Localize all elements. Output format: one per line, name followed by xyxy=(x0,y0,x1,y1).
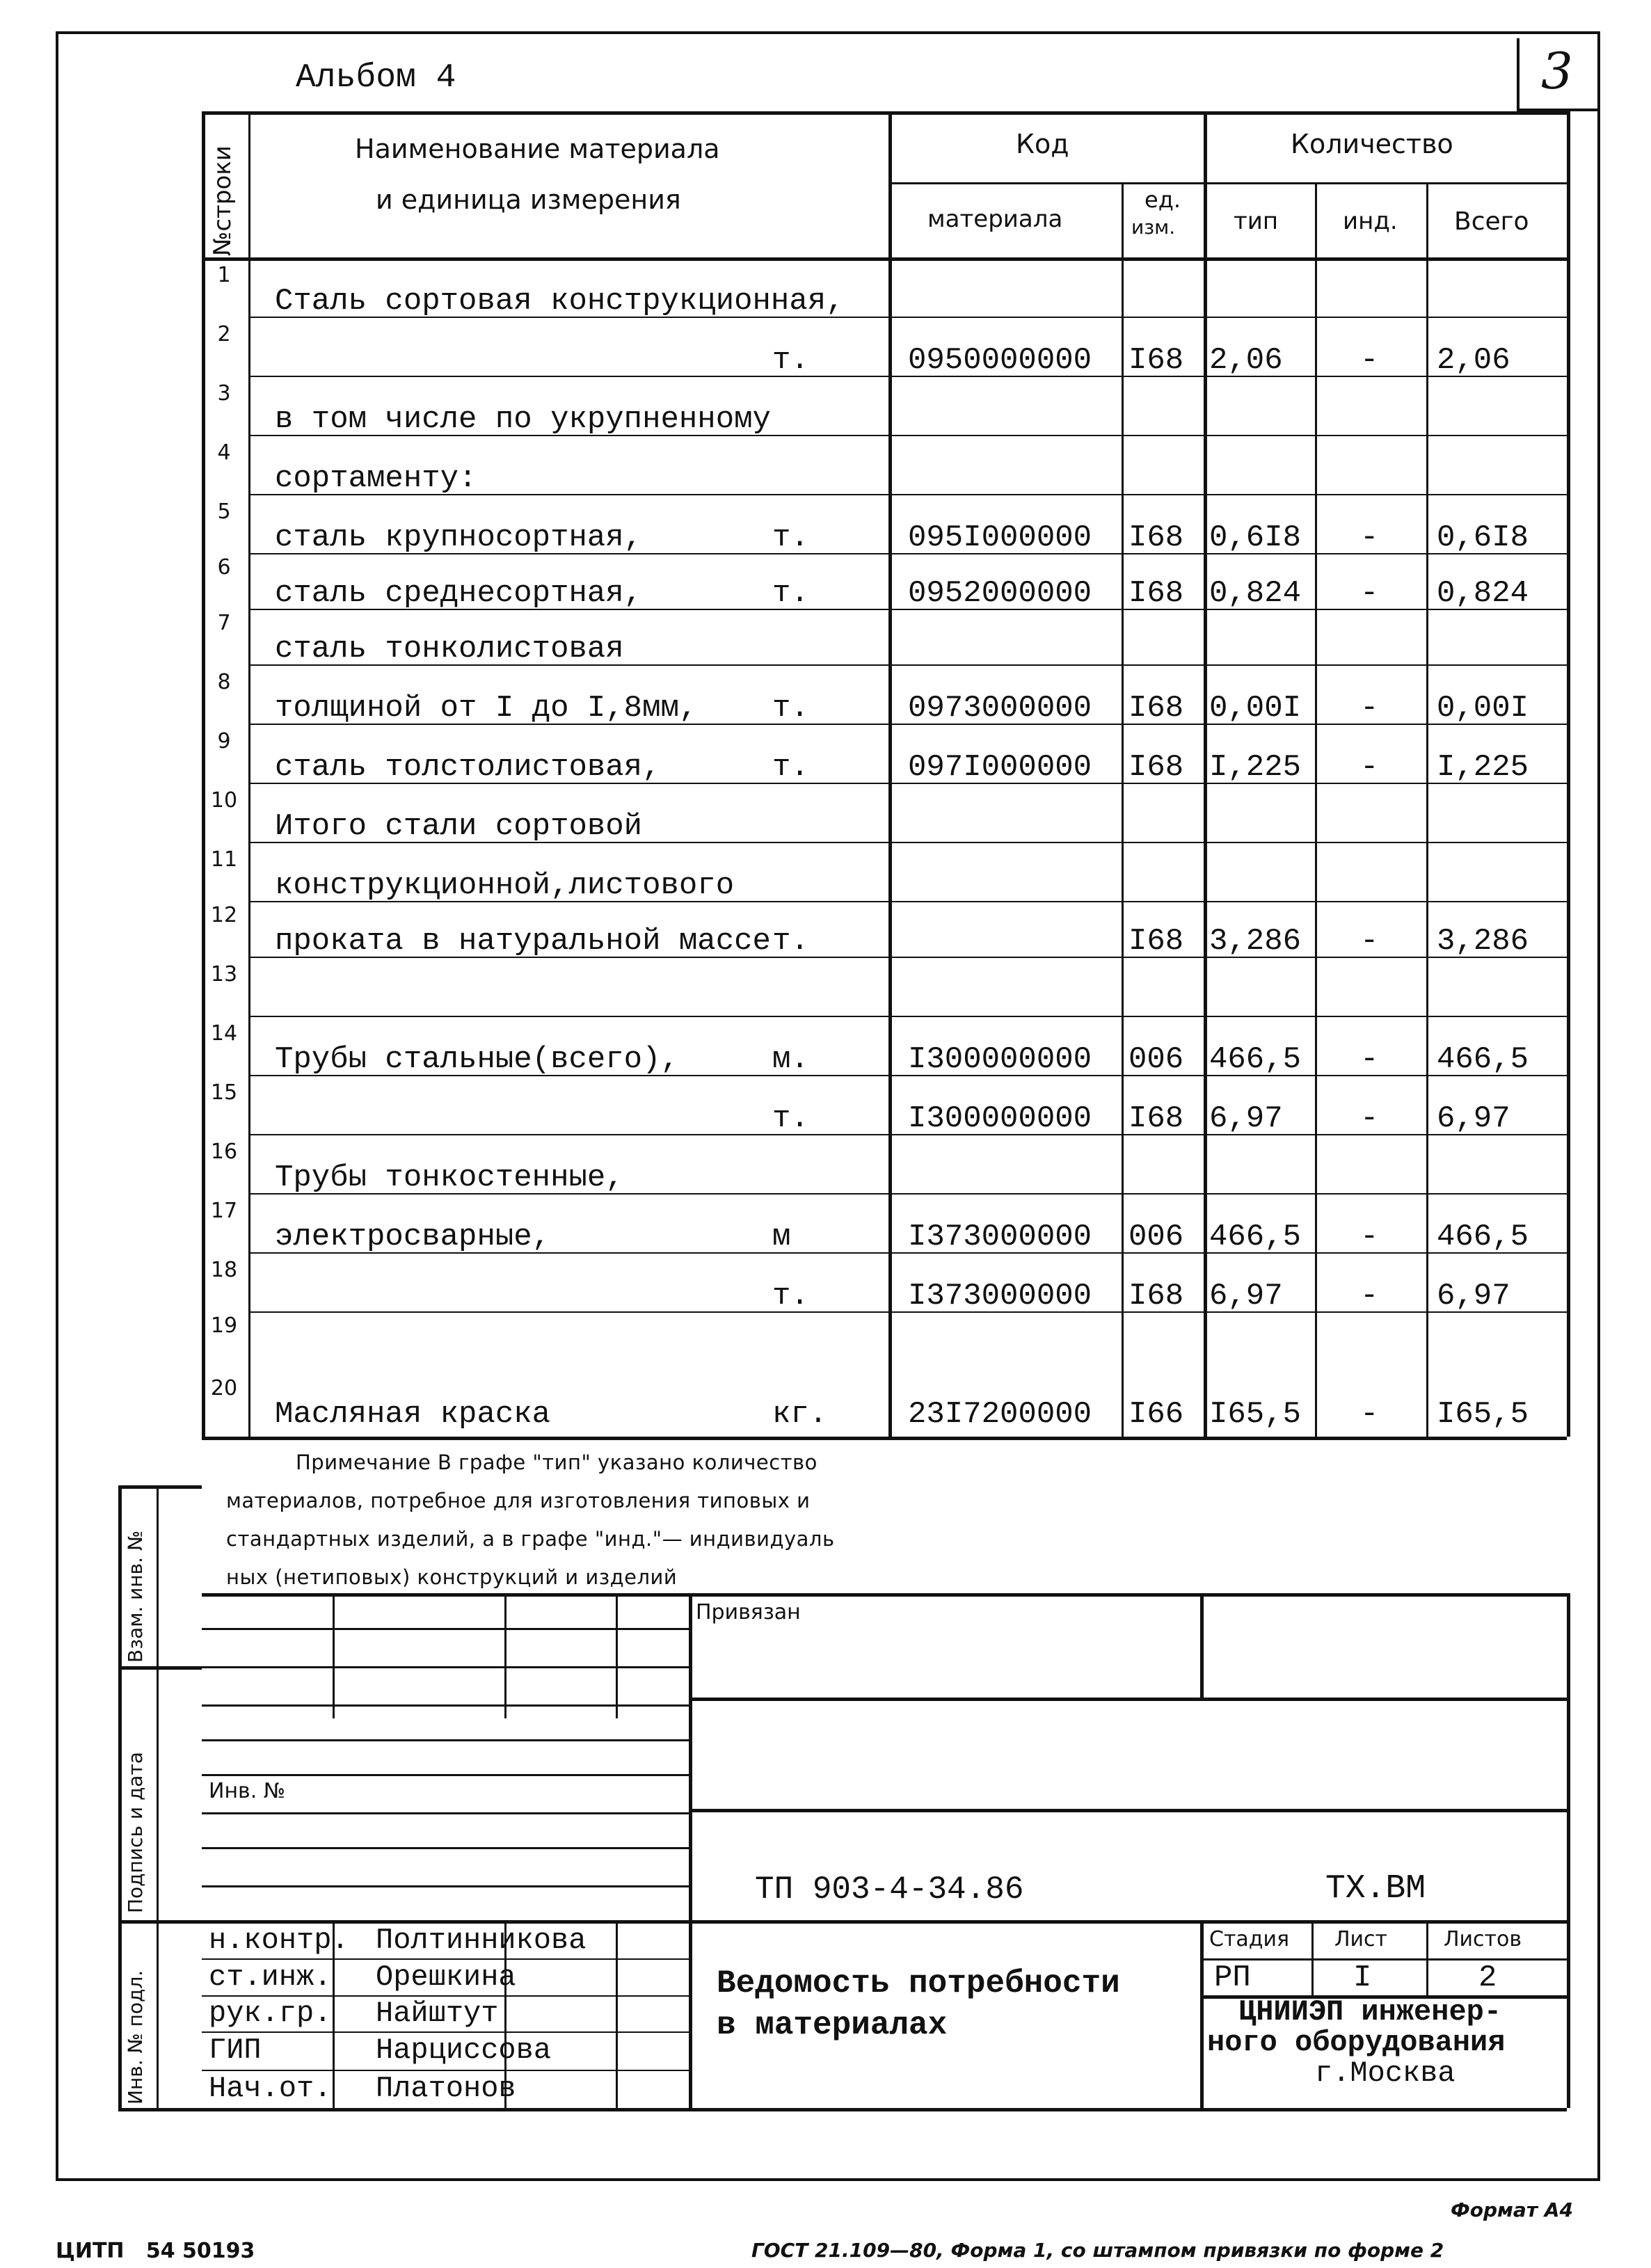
row-underline xyxy=(248,1075,1567,1076)
signer-role: Нач.от. xyxy=(209,2072,332,2105)
row-underline xyxy=(248,1016,1567,1017)
unit-name: т. xyxy=(772,576,809,611)
sheet-label: Лист xyxy=(1334,1927,1388,1951)
unit-name: м xyxy=(772,1220,791,1254)
quantity-total: 6,97 xyxy=(1437,1279,1510,1313)
quantity-ind: - xyxy=(1360,576,1379,611)
unit-name: м. xyxy=(772,1042,809,1077)
privyazan-label: Привязан xyxy=(696,1600,801,1624)
unit-name: т. xyxy=(772,520,809,555)
doc-mark: ТХ.ВМ xyxy=(1325,1870,1426,1908)
unit-name: т. xyxy=(772,343,809,378)
quantity-ind: - xyxy=(1360,691,1379,726)
quantity-type: I65,5 xyxy=(1209,1397,1302,1432)
material-name: сортаменту: xyxy=(275,461,477,496)
row-underline xyxy=(248,1252,1567,1254)
row-underline xyxy=(248,553,1567,554)
row-number: 7 xyxy=(217,611,231,635)
row-underline xyxy=(248,1311,1567,1313)
material-code: I300000000 xyxy=(908,1042,1092,1077)
podpis-data-label: Подпись и дата xyxy=(124,1752,147,1913)
material-code: I373000000 xyxy=(908,1220,1092,1254)
doc-title-line1: Ведомость потребности xyxy=(717,1965,1120,2002)
material-name: сталь крупносортная, xyxy=(275,520,643,555)
quantity-type: 6,97 xyxy=(1209,1279,1283,1313)
unit-code: 006 xyxy=(1128,1042,1184,1077)
row-number: 15 xyxy=(210,1080,238,1105)
row-underline xyxy=(248,783,1567,784)
doc-code: ТП 903-4-34.86 xyxy=(755,1871,1024,1908)
row-number: 17 xyxy=(210,1199,238,1223)
name-header-line1: Наименование материала xyxy=(355,134,720,164)
quantity-ind: - xyxy=(1360,1101,1379,1136)
row-underline xyxy=(248,1134,1567,1135)
note-line-1: Примечание В графе "тип" указано количество xyxy=(296,1451,817,1474)
unit-code: I68 xyxy=(1128,576,1184,611)
quantity-type: 466,5 xyxy=(1209,1220,1302,1254)
sheets-value: 2 xyxy=(1478,1960,1497,1995)
quantity-total-header: Всего xyxy=(1454,207,1529,236)
quantity-type: 0,824 xyxy=(1209,576,1302,611)
row-number: 3 xyxy=(217,381,231,406)
unit-code: I68 xyxy=(1128,520,1184,555)
signer-name: Нарциссова xyxy=(376,2034,552,2067)
unit-name: т. xyxy=(772,1279,809,1313)
row-underline xyxy=(248,664,1567,666)
stage-label: Стадия xyxy=(1209,1927,1290,1951)
quantity-ind: - xyxy=(1360,1397,1379,1432)
footer-left: ЦИТП 54 50193 xyxy=(56,2239,255,2263)
material-code: 0950000000 xyxy=(908,343,1092,378)
unit-name: кг. xyxy=(772,1397,828,1432)
material-code: I300000000 xyxy=(908,1101,1092,1136)
org-line-2: ного оборудования xyxy=(1207,2026,1506,2059)
row-number: 2 xyxy=(217,322,231,346)
unit-code: I68 xyxy=(1128,343,1184,378)
quantity-ind: - xyxy=(1360,924,1379,959)
row-underline xyxy=(248,724,1567,725)
quantity-total: 0,6I8 xyxy=(1437,520,1529,555)
unit-name: т. xyxy=(772,1101,809,1136)
material-name: электросварные, xyxy=(275,1220,551,1254)
row-number: 14 xyxy=(210,1021,238,1046)
inv-no-label: Инв. № xyxy=(209,1779,286,1803)
quantity-total: 0,00I xyxy=(1437,691,1529,726)
quantity-type: 0,00I xyxy=(1209,691,1302,726)
org-line-1: ЦНИИЭП инженер- xyxy=(1238,1995,1502,2029)
material-name: Сталь сортовая конструкционная, xyxy=(275,284,845,319)
row-number: 9 xyxy=(217,729,231,753)
row-underline xyxy=(248,901,1567,902)
note-line-2: материалов, потребное для изготовления типовых и xyxy=(226,1489,811,1512)
quantity-ind: - xyxy=(1360,1220,1379,1254)
quantity-type: 0,6I8 xyxy=(1209,520,1302,555)
quantity-total: I,225 xyxy=(1437,750,1529,785)
signer-name: Орешкина xyxy=(376,1960,516,1994)
material-name: сталь тонколистовая xyxy=(275,632,624,666)
sheets-label: Листов xyxy=(1444,1927,1522,1951)
sheet-value: I xyxy=(1353,1960,1372,1995)
quantity-total: 466,5 xyxy=(1437,1220,1529,1254)
code-header: Код xyxy=(1016,129,1069,159)
vzam-inv-label: Взам. инв. № xyxy=(124,1530,147,1663)
unit-code: I68 xyxy=(1128,750,1184,785)
material-name: сталь толстолистовая, xyxy=(275,750,661,785)
material-name: Трубы стальные(всего), xyxy=(275,1042,679,1077)
material-name: Итого стали сортовой xyxy=(275,809,643,844)
quantity-ind: - xyxy=(1360,520,1379,555)
row-underline xyxy=(248,317,1567,318)
quantity-ind: - xyxy=(1360,750,1379,785)
unit-code: 006 xyxy=(1128,1220,1184,1254)
signer-name: Платонов xyxy=(376,2072,516,2105)
quantity-total: 3,286 xyxy=(1437,924,1529,959)
format-label: Формат А4 xyxy=(1451,2198,1573,2221)
unit-code: I66 xyxy=(1128,1397,1184,1432)
code-unit-header-1: ед. xyxy=(1144,186,1181,213)
row-number: 19 xyxy=(210,1313,238,1338)
code-unit-header-2: изм. xyxy=(1131,216,1176,239)
quantity-type: 466,5 xyxy=(1209,1042,1302,1077)
row-number: 4 xyxy=(217,440,231,465)
quantity-ind: - xyxy=(1360,1042,1379,1077)
quantity-ind-header: инд. xyxy=(1343,207,1398,235)
material-name: толщиной от I до I,8мм, xyxy=(275,691,698,726)
quantity-ind: - xyxy=(1360,343,1379,378)
row-number: 12 xyxy=(210,903,238,927)
quantity-type: 2,06 xyxy=(1209,343,1283,378)
row-number: 18 xyxy=(210,1258,238,1282)
signer-name: Найштут xyxy=(376,1997,499,2030)
row-underline xyxy=(248,435,1567,436)
quantity-type: 6,97 xyxy=(1209,1101,1283,1136)
quantity-total: I65,5 xyxy=(1437,1397,1529,1432)
material-code: 097I000000 xyxy=(908,750,1092,785)
inv-podl-label: Инв. № подл. xyxy=(124,1970,147,2105)
unit-code: I68 xyxy=(1128,924,1184,959)
note-line-4: ных (нетиповых) конструкций и изделий xyxy=(226,1565,678,1589)
album-title: Альбом 4 xyxy=(296,59,456,97)
material-code: 23I7200000 xyxy=(908,1397,1092,1432)
signer-role: ст.инж. xyxy=(209,1960,332,1994)
unit-code: I68 xyxy=(1128,691,1184,726)
signer-role: н.контр. xyxy=(209,1924,349,1957)
row-number: 11 xyxy=(210,847,238,872)
row-underline xyxy=(248,376,1567,377)
unit-name: т. xyxy=(772,924,809,959)
material-name: сталь среднесортная, xyxy=(275,576,643,611)
row-underline xyxy=(248,609,1567,610)
unit-name: т. xyxy=(772,750,809,785)
row-underline xyxy=(248,1193,1567,1195)
quantity-total: 0,824 xyxy=(1437,576,1529,611)
unit-code: I68 xyxy=(1128,1101,1184,1136)
quantity-header: Количество xyxy=(1291,129,1453,159)
material-code: I373000000 xyxy=(908,1279,1092,1313)
unit-name: т. xyxy=(772,691,809,726)
material-code: 0952000000 xyxy=(908,576,1092,611)
note-line-3: стандартных изделий, а в графе "инд."— индивидуаль xyxy=(226,1527,835,1551)
quantity-total: 2,06 xyxy=(1437,343,1510,378)
code-material-header: материала xyxy=(927,205,1063,233)
signer-role: ГИП xyxy=(209,2034,262,2067)
row-number: 10 xyxy=(210,788,238,813)
row-number: 13 xyxy=(210,962,238,987)
sheet-number: 3 xyxy=(1541,42,1573,100)
material-name: конструкционной,листового xyxy=(275,868,735,903)
material-code: 095I000000 xyxy=(908,520,1092,555)
row-number: 16 xyxy=(210,1140,238,1164)
material-code: 0973000000 xyxy=(908,691,1092,726)
material-name: Трубы тонкостенные, xyxy=(275,1160,624,1195)
material-name: в том числе по укрупненному xyxy=(275,402,771,437)
row-underline xyxy=(248,842,1567,843)
quantity-ind: - xyxy=(1360,1279,1379,1313)
row-number: 1 xyxy=(217,263,231,287)
stage-value: РП xyxy=(1214,1960,1251,1995)
doc-title-line2: в материалах xyxy=(717,2007,948,2043)
footer-gost: ГОСТ 21.109—80, Форма 1, со штампом привязки по форме 2 xyxy=(751,2239,1444,2262)
row-number: 5 xyxy=(217,500,231,524)
material-name: проката в натуральной массе xyxy=(275,924,771,959)
material-name: Масляная краска xyxy=(275,1397,551,1432)
quantity-type: 3,286 xyxy=(1209,924,1302,959)
org-line-3: г.Москва xyxy=(1315,2057,1455,2090)
row-underline xyxy=(248,957,1567,958)
row-number: 20 xyxy=(210,1376,238,1400)
signer-role: рук.гр. xyxy=(209,1997,332,2030)
name-header-line2: и единица измерения xyxy=(376,184,681,215)
signer-name: Полтинникова xyxy=(376,1924,587,1957)
row-number: 6 xyxy=(217,555,231,580)
row-number: 8 xyxy=(217,670,231,694)
quantity-total: 6,97 xyxy=(1437,1101,1510,1136)
row-underline xyxy=(248,494,1567,495)
quantity-type-header: тип xyxy=(1234,207,1279,235)
row-number-header: №строки xyxy=(209,145,237,256)
unit-code: I68 xyxy=(1128,1279,1184,1313)
quantity-type: I,225 xyxy=(1209,750,1302,785)
quantity-total: 466,5 xyxy=(1437,1042,1529,1077)
